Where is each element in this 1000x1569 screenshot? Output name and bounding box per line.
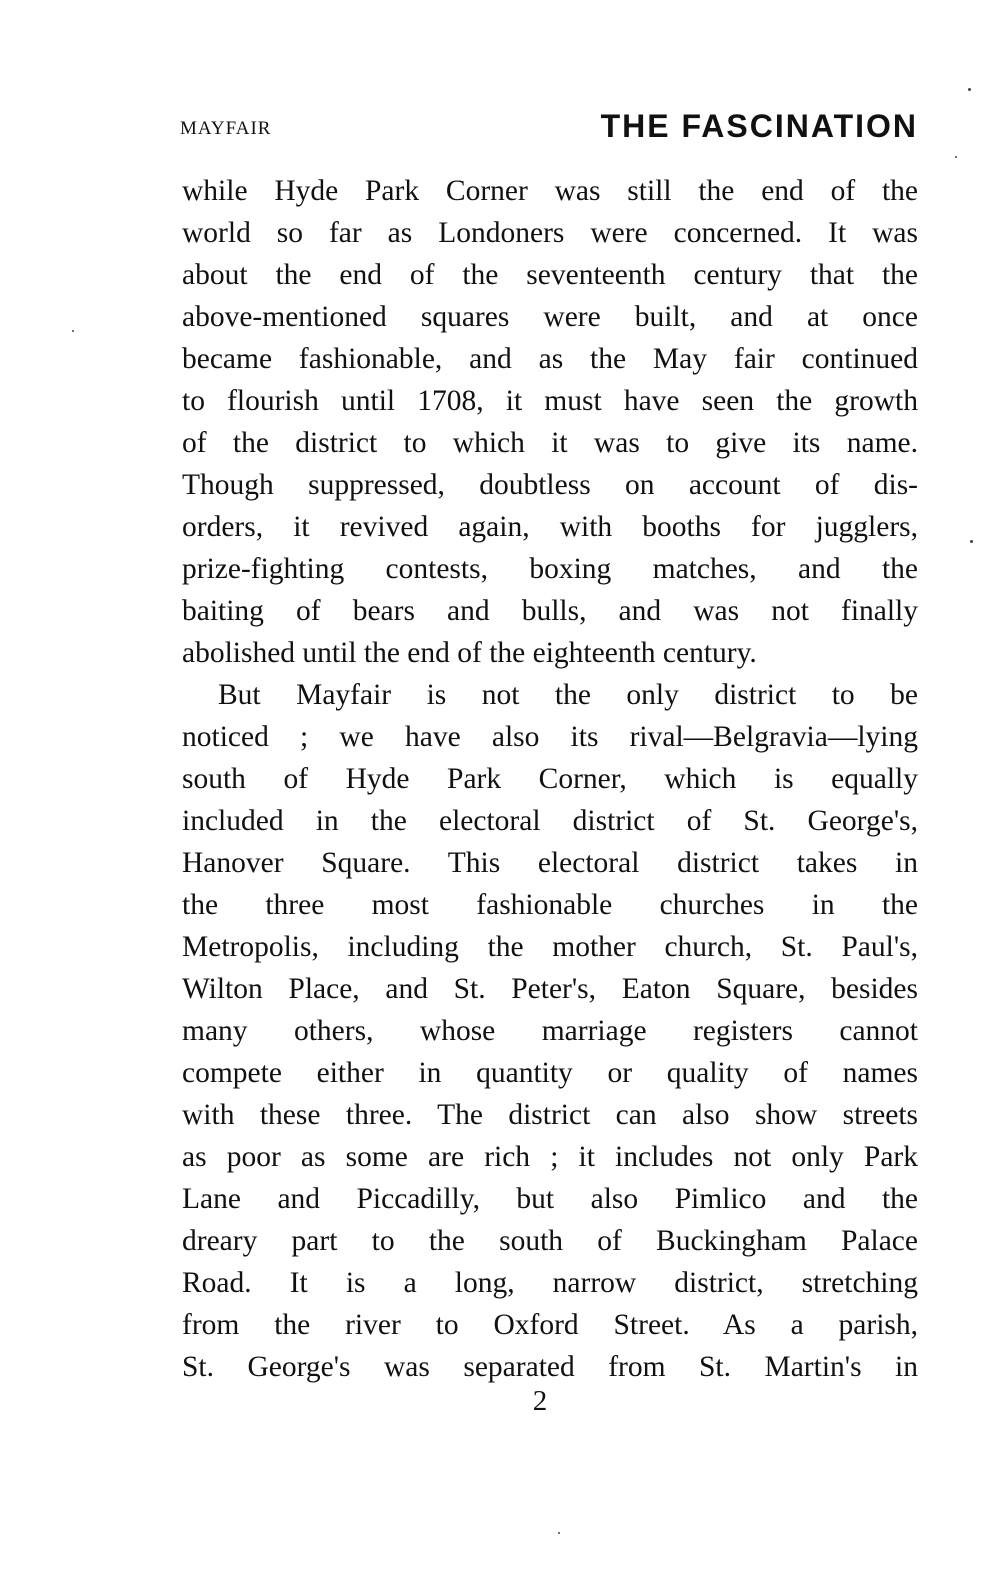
scan-speck (558, 1532, 560, 1534)
text-line: Though suppressed, doubtless on account of dis- (182, 469, 918, 501)
text-line: above-mentioned squares were built, and at once (182, 301, 918, 333)
text-line: south of Hyde Park Corner, which is equally (182, 763, 918, 795)
text-line: Hanover Square. This electoral district takes in (182, 847, 918, 879)
text-line: Lane and Piccadilly, but also Pimlico and the (182, 1183, 918, 1215)
text-line: noticed ; we have also its rival—Belgravia—lying (182, 721, 918, 753)
text-line: prize-fighting contests, boxing matches, and the (182, 553, 918, 585)
text-line: dreary part to the south of Buckingham Palace (182, 1225, 918, 1257)
running-title: THE FASCINATION (600, 108, 918, 144)
text-line: of the district to which it was to give its name. (182, 427, 918, 459)
text-line: became fashionable, and as the May fair continued (182, 343, 918, 375)
scan-speck (72, 330, 74, 332)
text-line: with these three. The district can also show streets (182, 1099, 918, 1131)
text-line: St. George's was separated from St. Martin's in (182, 1351, 918, 1383)
paragraph-end-line: abolished until the end of the eighteenth century. (182, 637, 757, 669)
text-line: the three most fashionable churches in the (182, 889, 918, 921)
running-head (180, 108, 918, 158)
page-number: 2 (532, 1385, 548, 1417)
text-line: to flourish until 1708, it must have seen the growth (182, 385, 918, 417)
text-line: Road. It is a long, narrow district, stretching (182, 1267, 918, 1299)
text-line: Metropolis, including the mother church, St. Paul's, (182, 931, 918, 963)
text-line: as poor as some are rich ; it includes not only Park (182, 1141, 918, 1173)
text-line: while Hyde Park Corner was still the end of the (182, 175, 918, 207)
text-line: world so far as Londoners were concerned. It was (182, 217, 918, 249)
scan-speck (970, 540, 973, 543)
text-line: compete either in quantity or quality of names (182, 1057, 918, 1089)
body-text (182, 170, 918, 1388)
text-line: orders, it revived again, with booths for jugglers, (182, 511, 918, 543)
paragraph-start-line: But Mayfair is not the only district to be (218, 679, 918, 711)
text-line: included in the electoral district of St. George's, (182, 805, 918, 837)
scan-speck (955, 156, 957, 158)
text-line: about the end of the seventeenth century that the (182, 259, 918, 291)
shoulder-note: MAYFAIR (180, 118, 272, 139)
text-line: baiting of bears and bulls, and was not finally (182, 595, 918, 627)
scan-speck (968, 88, 971, 91)
text-line: Wilton Place, and St. Peter's, Eaton Square, besides (182, 973, 918, 1005)
text-line: many others, whose marriage registers cannot (182, 1015, 918, 1047)
text-line: from the river to Oxford Street. As a parish, (182, 1309, 918, 1341)
